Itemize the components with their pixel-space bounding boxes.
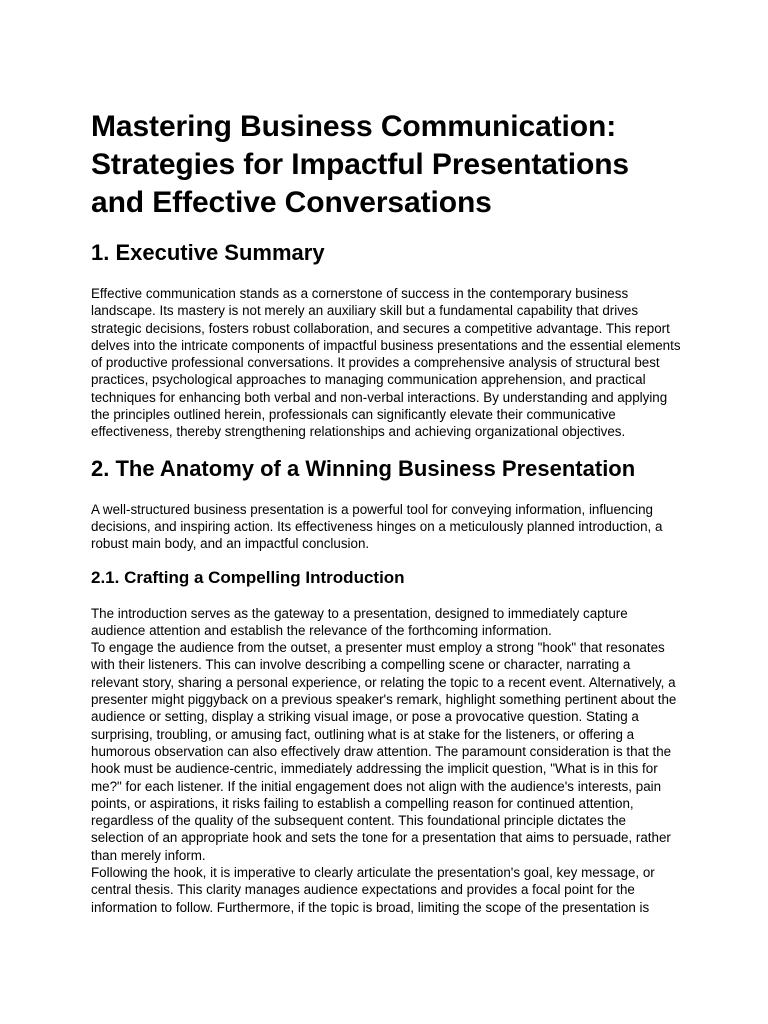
goal-paragraph: Following the hook, it is imperative to clearly articulate the presentation's goal, key message, or central thesis. This clarity manages audience expectations and provides a focal point for the information to follow. Furthermore, if the topic is broad, limiting the scope of the presentation is (91, 865, 655, 915)
presentation-anatomy-paragraph: A well-structured business presentation is a powerful tool for conveying information, influencing decisions, and inspiring action. Its effectiveness hinges on a meticulously planned introduction, a robust main body, and an impactful conclusion. (91, 501, 663, 552)
document-page (91, 108, 681, 916)
section-heading-presentation-anatomy: 2. The Anatomy of a Winning Business Presentation (91, 455, 636, 481)
hook-paragraph: To engage the audience from the outset, a presenter must employ a strong "hook" that resonates with their listeners. This can involve describing a compelling scene or character, narrating a relevant story, sharing a personal experience, or relating the topic to a recent event. Alternatively, a presenter might piggyback on a previous speaker's remark, highlight something pertinent about the audience or setting, display a striking visual image, or pose a provocative question. Stating a surprising, troubling, or amusing fact, outlining what is at stake for the listeners, or offering a humorous observation can also effectively draw attention. The paramount consideration is that the hook must be audience-centric, immediately addressing the implicit question, "What is in this for me?" for each listener. If the initial engagement does not align with the audience's interests, pain points, or aspirations, it risks failing to establish a compelling reason for continued attention, regardless of the quality of the subsequent content. This foundational principle dictates the selection of an appropriate hook and sets the tone for a presentation that aims to persuade, rather than merely inform. (91, 640, 677, 863)
document-title: Mastering Business Communication: Strategies for Impactful Presentations and Effective Conversations (91, 110, 630, 219)
subsection-heading-compelling-introduction: 2.1. Crafting a Compelling Introduction (91, 567, 405, 587)
executive-summary-paragraph: Effective communication stands as a cornerstone of success in the contemporary business landscape. Its mastery is not merely an auxiliary skill but a fundamental capability that drives strategic decisions, fosters robust collaboration, and secures a competitive advantage. This report delves into the intricate components of impactful business presentations and the essential elements of productive professional conversations. It provides a comprehensive analysis of structural best practices, psychological approaches to managing communication apprehension, and practical techniques for enhancing both verbal and non-verbal interactions. By understanding and applying the principles outlined herein, professionals can significantly elevate their communicative effectiveness, thereby strengthening relationships and achieving organizational objectives. (91, 286, 681, 440)
introduction-paragraph: The introduction serves as the gateway to a presentation, designed to immediately capture audience attention and establish the relevance of the forthcoming information. (91, 605, 628, 638)
section-heading-executive-summary: 1. Executive Summary (91, 240, 325, 265)
